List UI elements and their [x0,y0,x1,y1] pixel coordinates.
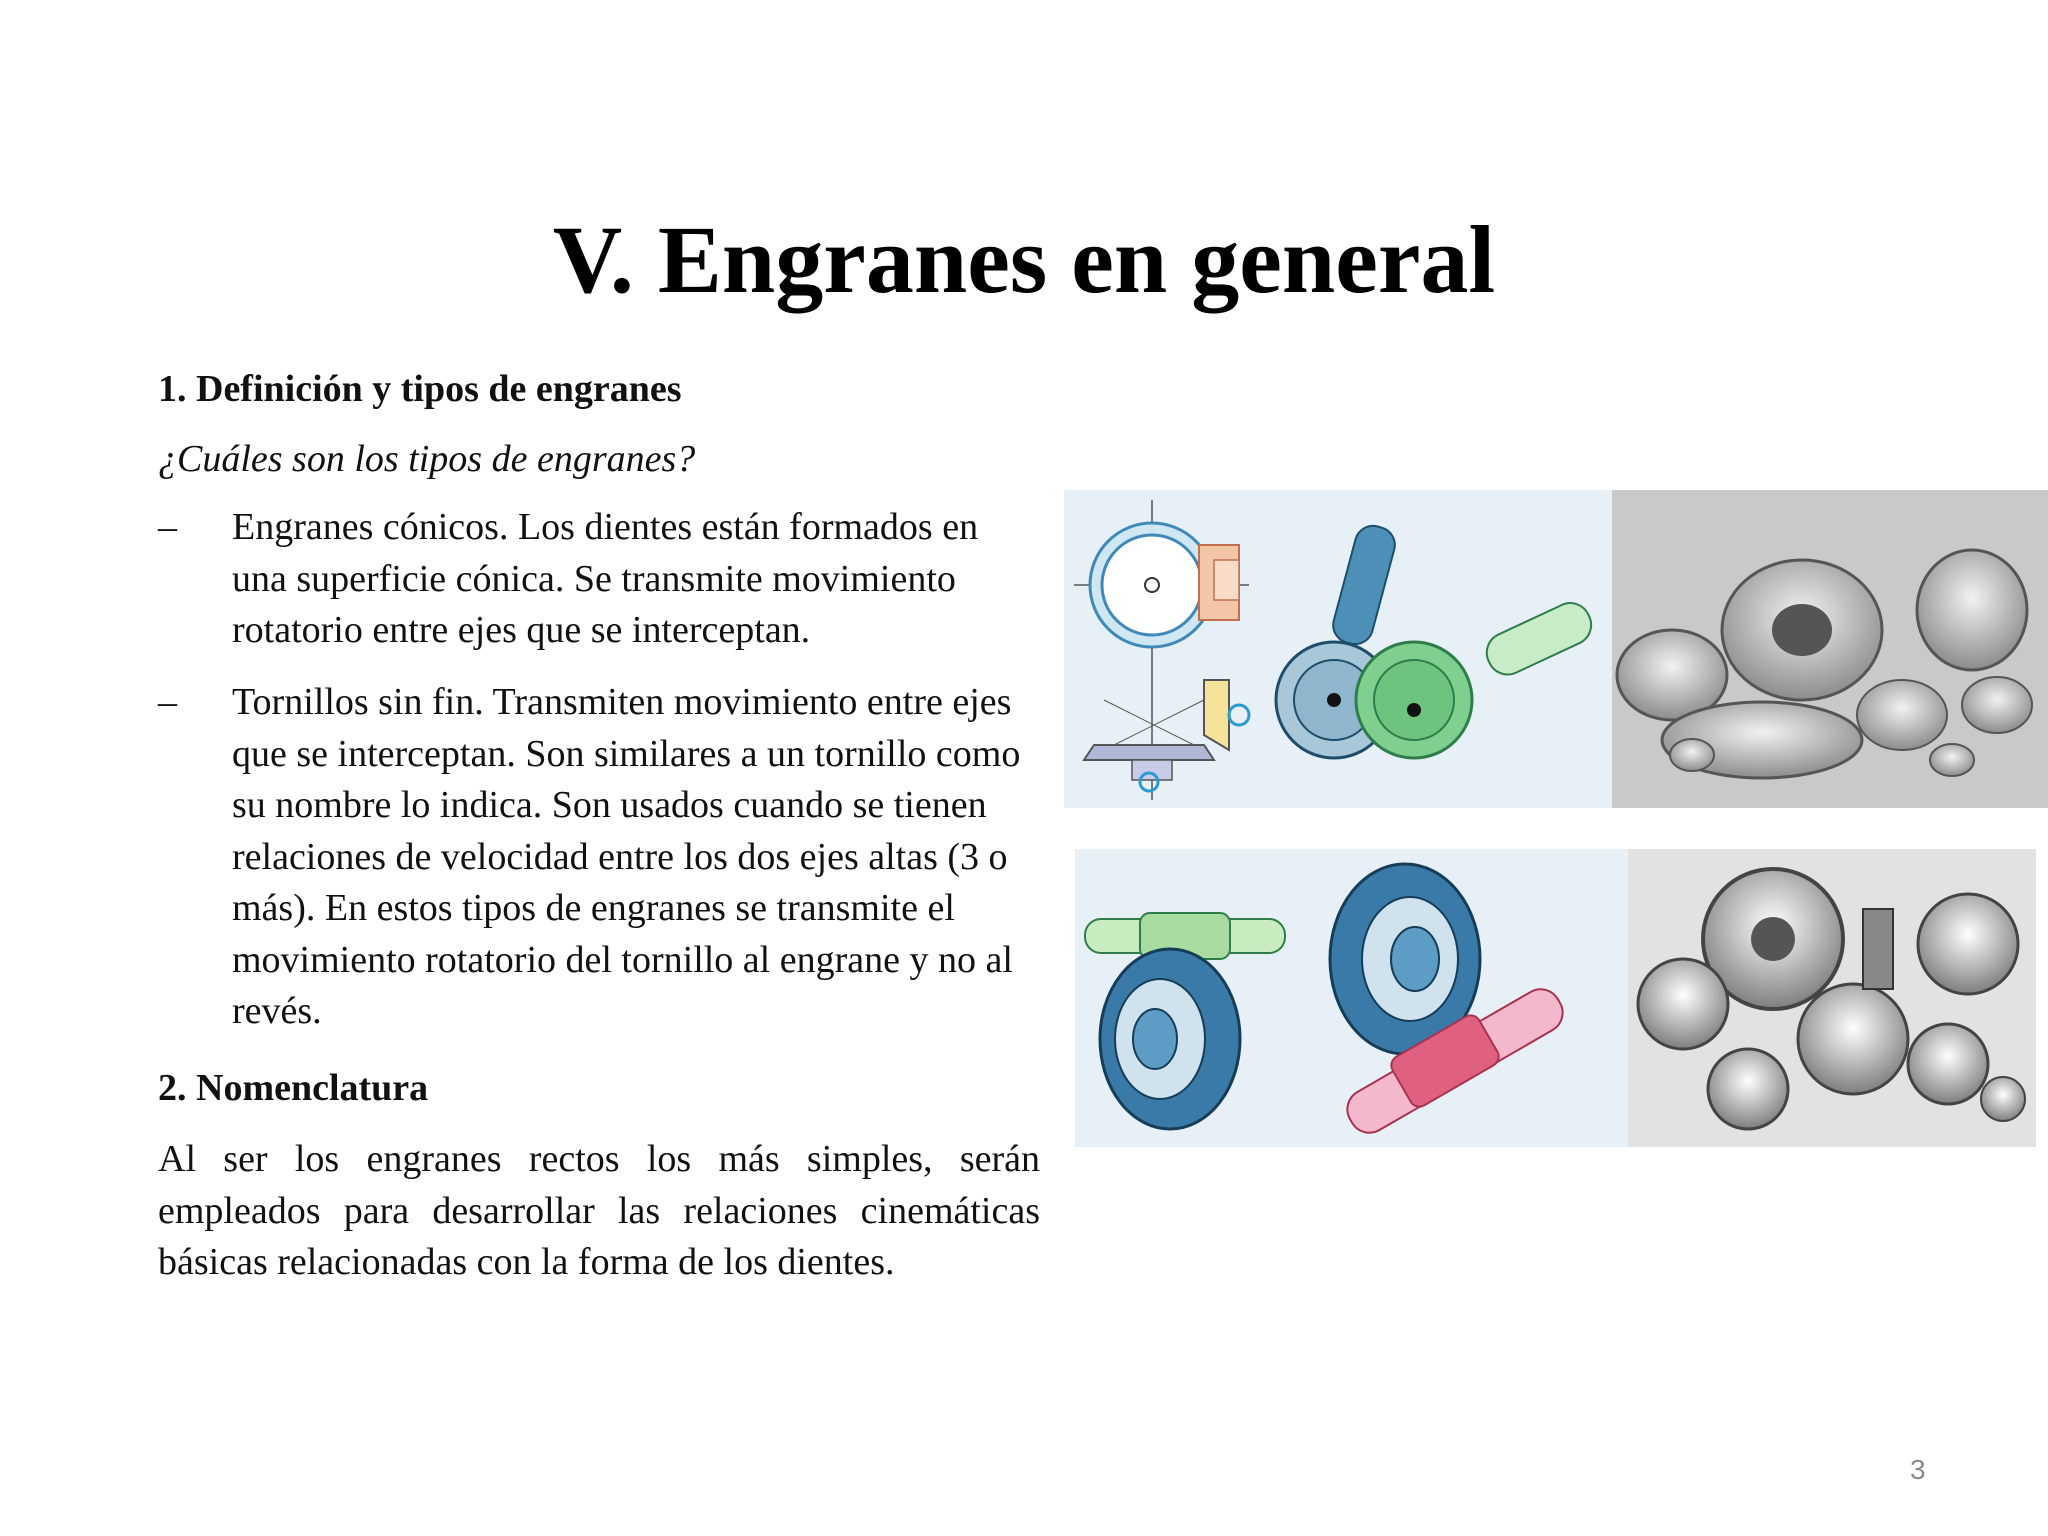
bullet-engranes-conicos [158,502,1038,657]
worm-gears-photo [1628,849,2036,1147]
bevel-gear-diagram [1064,490,1612,808]
worm-gear-diagram [1075,849,1628,1147]
section-heading-nomenclatura: 2. Nomenclatura [158,1067,429,1109]
section-heading-definicion: 1. Definición y tipos de engranes [158,368,682,410]
slide-title: V. Engranes en general [552,206,1496,313]
nomenclatura-paragraph: Al ser los engranes rectos los más simples, serán empleados para desarrollar las relaciones cinemáticas básicas relacionadas con la forma de los dientes. [158,1138,1040,1283]
bevel-gears-photo [1612,490,2048,808]
bullet-dash: – [158,681,177,723]
bullet-text: Engranes cónicos. Los dientes están formados en una superficie cónica. Se transmite movimiento rotatorio entre ejes que se interceptan. [232,506,979,651]
bullet-tornillos-sin-fin [158,677,1038,1038]
bullet-text: Tornillos sin fin. Transmiten movimiento entre ejes que se interceptan. Son similares a un tornillo como su nombre lo indica. Son usados cuando se tienen relaciones de velocidad entre los dos ejes altas (3 o más). En estos tipos de engranes se transmite el movimiento rotatorio del tornillo al engrane y no al revés. [232,681,1021,1032]
section-question: ¿Cuáles son los tipos de engranes? [158,438,696,480]
page-number: 3 [1910,1454,1926,1485]
bullet-dash: – [158,506,177,548]
